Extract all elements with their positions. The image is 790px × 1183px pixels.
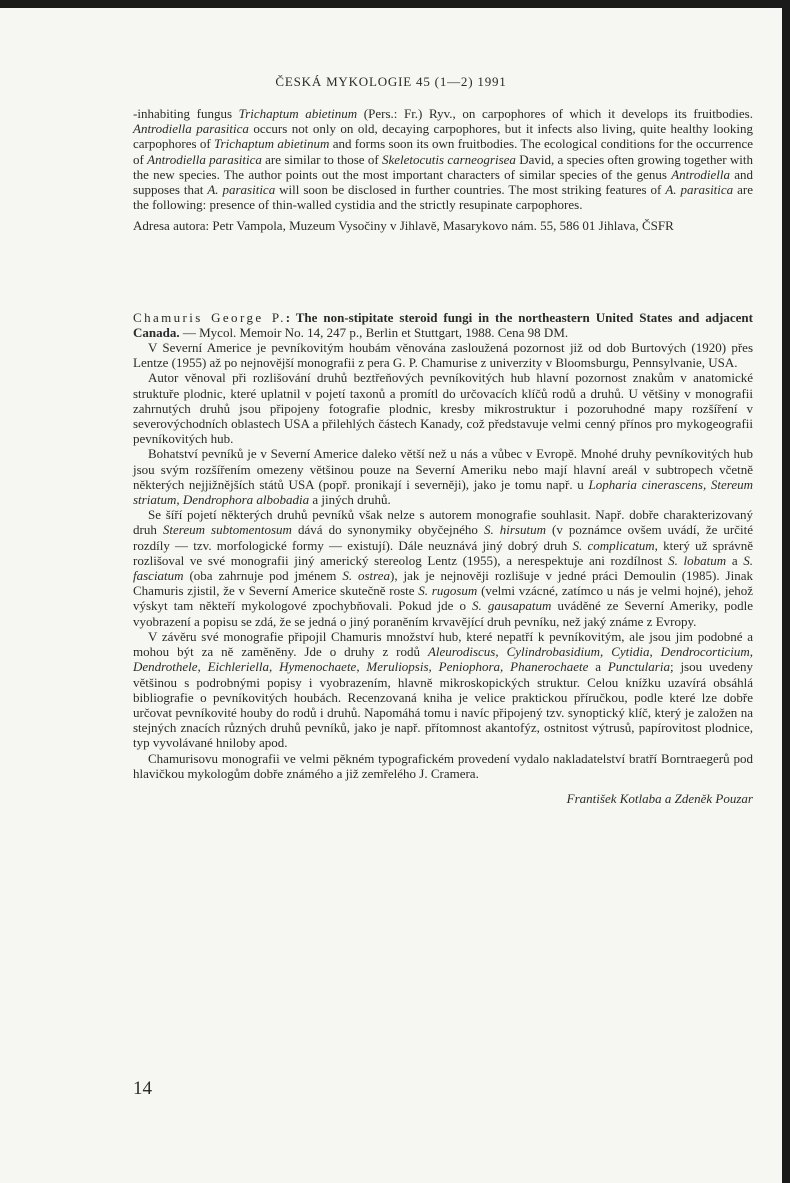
- page-number: 14: [133, 1078, 152, 1099]
- review-paragraph-2: Autor věnoval při rozlišování druhů beztřeňových pevníkovitých hub hlavní pozornost znakům v anatomické struktuře plodnic, které uplatnil v pojetí taxonů a promítl do určovacích klíčů rodů a druhů. U většiny v monografii zahrnutých druhů jsou připojeny fotografie plodnic, kresby mikrostruktur i pozoruhodné mapy rozšíření v severovýchodních oblastech USA a přilehlých částech Kanady, což představuje velmi cenný přínos pro mykogeografii pevníkovitých hub.: [133, 370, 753, 447]
- journal-page: [0, 8, 782, 1183]
- review-paragraph-5: V závěru své monografie připojil Chamuris množství hub, které nepatří k pevníkovitým, ale jsou jim podobné a mohou být za ně zaměněny. Jde o druhy z rodů Aleurodiscus, Cylindrobasidium, Cytidia, Dendrocorticium, Dendrothele, Eichleriella, Hymenochaete, Meruliopsis, Peniophora, Phanerochaete a Punctularia; jsou uvedeny většinou s podrobnými popisy i vyobrazením, hlavně mikroskopických struktur. Celou knížku uzavírá obsáhlá bibliografie o pevníkovitých houbách. Recenzovaná kniha je velice praktickou příručkou, podle které lze dobře určovat pevníkovité houby do rodů i druhů. Napomáhá tomu i navíc připojený tzv. synoptický klíč, který je založen na stejných znacích různých druhů pevníků, jako je např. přítomnost akantofýz, ostnitost výtrusů, papírovitost plodnice, typ vyvolávané hniloby apod.: [133, 628, 754, 751]
- running-header: ČESKÁ MYKOLOGIE 45 (1—2) 1991: [275, 74, 507, 89]
- review-paragraph-1: V Severní Americe je pevníkovitým houbám věnována zasloužená pozornost již od dob Burtových (1920) přes Lentze (1955) až po nejnovější monografii z pera G. P. Chamurise z univerzity v Bloomsburgu, Pennsylvanie, USA.: [133, 340, 753, 371]
- author-address: Adresa autora: Petr Vampola, Muzeum Vysočiny v Jihlavě, Masarykovo nám. 55, 586 01 Jihlava, ČSFR: [133, 218, 674, 234]
- review-paragraph-6: Chamurisovu monografii ve velmi pěkném typografickém provedení vydalo nakladatelství bratří Borntraegerů pod hlavičkou mykologům dobře známého a již zemřelého J. Cramera.: [133, 750, 753, 781]
- page-body: [133, 106, 753, 806]
- review-paragraph-3: Bohatství pevníků je v Severní Americe daleko větší než u nás a vůbec v Evropě. Mnohé druhy pevníkovitých hub jsou svým rozšířením omezeny většinou pouze na Severní Ameriku nebo mají hlavní areál v subtropech včetně některých nejjižnějších států USA (popř. pronikají i severněji), jako je tomu např. u Lopharia cinerascens, Stereum striatum, Dendrophora albobadia a jiných druhů.: [133, 446, 753, 508]
- review-citation: [133, 310, 753, 340]
- reviewer-signature: František Kotlaba a Zdeněk Pouzar: [566, 790, 753, 806]
- english-summary: -inhabiting fungus Trichaptum abietinum (Pers.: Fr.) Ryv., on carpophores of which it develops its fruitbodies. Antrodiella parasitica occurs not only on old, decaying carpophores, but it infects also living, quite healthy looking carpophores of Trichaptum abietinum and forms soon its own fruitbodies. The ecological conditions for the occurrence of Antrodiella parasitica are similar to those of Skeletocutis carneogrisea David, a species often growing together with the new species. The author points out the most important characters of similar species of the genus Antrodiella and supposes that A. parasitica will soon be disclosed in further countries. The most striking features of A. parasitica are the following: presence of thin-walled cystidia and the strictly resupinate carpophores.: [133, 106, 754, 213]
- review-author: Chamuris George P.: [133, 309, 286, 325]
- review-book-title: : The non-stipitate steroid fungi in the northeastern United States and adjacent Canada.: [133, 309, 753, 340]
- review-paragraph-4: Se šíří pojetí některých druhů pevníků však nelze s autorem monografie souhlasit. Např. dobře charakterizovaný druh Stereum subtomentosum dává do synonymiky obyčejného S. hirsutum (v poznámce ovšem uvádí, že určité rozdíly — tzv. morfologické formy — existují). Dále neuznává jiný dobrý druh S. complicatum, který už správně rozlišoval ve své monografii jiný americký stereolog Lentz (1955), a nerespektuje ani rozdílnost S. lobatum a S. fasciatum (oba zahrnuje pod jménem S. ostrea), jak je nejnověji rozlišuje v jedné práci Demoulin (1985). Jinak Chamuris zjistil, že v Severní Americe skutečně roste S. rugosum (velmi vzácné, zatímco u nás je velmi hojné), jehož výskyt tam někteří mykologové zpochybňovali. Pokud jde o S. gausapatum uváděné ze Severní Ameriky, podle vyobrazení a popisu se zdá, že se jedná o jiný poraněním krvavějící druh pevníku, než jaký známe z Evropy.: [133, 507, 753, 629]
- review-book-details: — Mycol. Memoir No. 14, 247 p., Berlin et Stuttgart, 1988. Cena 98 DM.: [179, 324, 569, 340]
